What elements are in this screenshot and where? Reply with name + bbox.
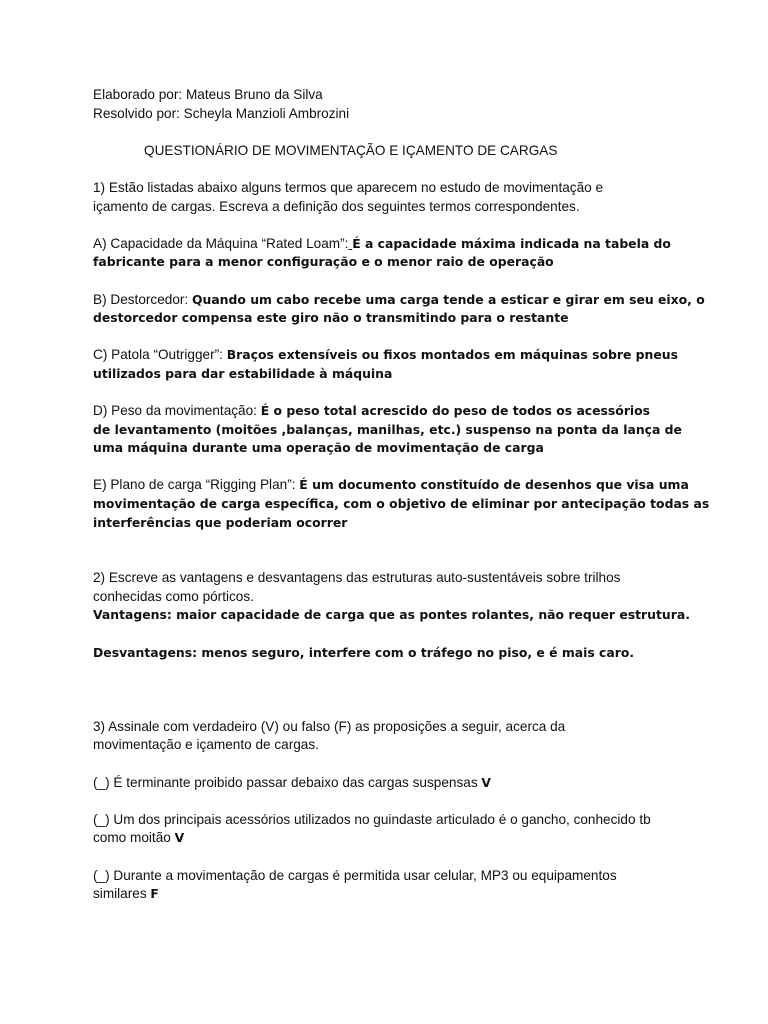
q3-prompt-line1: 3) Assinale com verdadeiro (V) ou falso (F) as proposições a seguir, acerca da: [93, 718, 566, 734]
q1-d-answer-line1: É o peso total acrescido do peso de todos os acessórios: [260, 403, 651, 419]
q3-item1-text: (_) É terminante proibido passar debaixo das cargas suspensas: [93, 774, 482, 790]
author-line: Elaborado por: Mateus Bruno da Silva: [93, 87, 323, 102]
q2-disadvantages: Desvantagens: menos seguro, interfere com o tráfego no piso, e é mais caro.: [93, 644, 635, 660]
q3-item1-answer: V: [481, 774, 491, 790]
q1-e-answer-line1: É um documento constituído de desenhos que visa uma: [299, 477, 689, 493]
q1-d-answer-line2: de levantamento (moitões ,balanças, manilhas, etc.) suspenso na ponta da lança de: [93, 421, 682, 437]
q1-item-a: [93, 235, 693, 254]
q2-advantages: Vantagens: maior capacidade de carga que as pontes rolantes, não requer estrutura.: [93, 607, 690, 623]
q2-prompt-line1: 2) Escreve as vantagens e desvantagens das estruturas auto-sustentáveis sobre trilhos: [93, 570, 621, 586]
q1-d-answer-line3: uma máquina durante uma operação de movimentação de carga: [93, 440, 544, 456]
solver-line: Resolvido por: Scheyla Manzioli Ambrozini: [93, 105, 350, 121]
q1-c-answer-line1: Braços extensíveis ou fixos montados em máquinas sobre pneus: [226, 347, 678, 363]
q1-e-answer-line3: interferências que poderiam ocorrer: [93, 514, 348, 530]
q1-d-label: D) Peso da movimentação:: [93, 403, 261, 419]
q1-item-d: [93, 402, 693, 421]
q1-b-label: B) Destorcedor:: [93, 291, 192, 307]
q1-a-label: A) Capacidade da Máquina “Rated Loam”:: [93, 235, 349, 251]
q2-prompt-line2: conhecidas como pórticos.: [93, 588, 254, 604]
q1-item-e: [93, 476, 693, 495]
q1-b-answer-line2: destorcedor compensa este giro não o transmitindo para o restante: [93, 310, 569, 326]
q3-item2-answer: V: [174, 830, 185, 846]
q3-item1: [93, 774, 693, 793]
q3-item2-line1: (_) Um dos principais acessórios utilizados no guindaste articulado é o gancho, conhecido tb: [93, 811, 651, 827]
q1-prompt-line1: 1) Estão listadas abaixo alguns termos que aparecem no estudo de movimentação e: [93, 179, 604, 195]
q3-item2-line2: como moitão: [93, 830, 175, 846]
q3-item3-line2: similares: [93, 886, 151, 902]
q3-item2: [93, 829, 693, 848]
q3-item3-answer: F: [150, 886, 159, 902]
q1-b-answer-line1: Quando um cabo recebe uma carga tende a esticar e girar em seu eixo, o: [191, 291, 705, 307]
q3-item3-line1: (_) Durante a movimentação de cargas é permitida usar celular, MP3 ou equipamentos: [93, 867, 617, 883]
q1-item-b: [93, 291, 705, 310]
q1-a-answer-line1: É a capacidade máxima indicada na tabela do: [352, 235, 671, 251]
q1-c-answer-line2: utilizados para dar estabilidade à máquina: [93, 365, 393, 381]
document-page: [93, 86, 710, 904]
q1-e-label: E) Plano de carga “Rigging Plan”:: [93, 477, 300, 493]
document-title: QUESTIONÁRIO DE MOVIMENTAÇÃO E IÇAMENTO DE CARGAS: [144, 142, 558, 158]
q1-c-label: C) Patola “Outrigger”:: [93, 347, 227, 363]
q1-prompt-line2: içamento de cargas. Escreva a definição dos seguintes termos correspondentes.: [93, 198, 580, 214]
q1-e-answer-line2: movimentação de carga específica, com o objetivo de eliminar por antecipação todas as: [93, 496, 710, 512]
q1-item-c: [93, 346, 693, 365]
q3-prompt-line2: movimentação e içamento de cargas.: [93, 737, 319, 753]
q3-item3: [93, 885, 693, 904]
q1-a-answer-line2: fabricante para a menor configuração e o menor raio de operação: [93, 254, 554, 270]
